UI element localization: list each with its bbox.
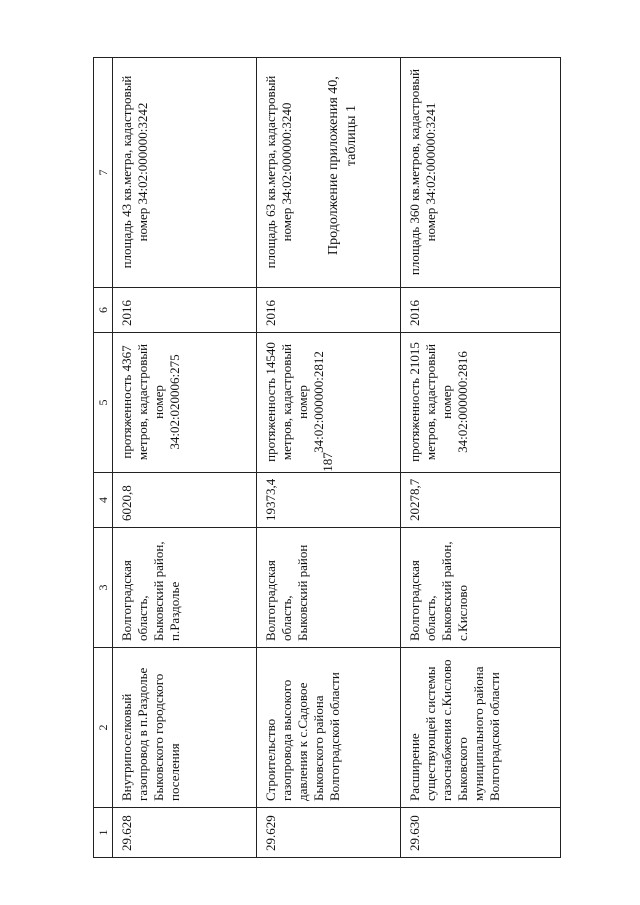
value-cell: 19373,4 [257, 473, 401, 528]
column-header: 4 [94, 473, 113, 528]
page-number: 187 [320, 452, 335, 472]
land-plot-cell: площадь 360 кв.метров, кадастровый номер 34:02:000000:3241 [401, 58, 561, 288]
object-name-cell: Расширение существующей системы газоснабжения с.Кислово Быковского муниципального района Волгоградской области [401, 648, 561, 808]
table-row [113, 58, 257, 858]
continuation-line-1: Продолжение приложения 40, [326, 76, 341, 255]
object-name-cell: Строительство газопровода высокого давления к с.Садовое Быковского района Волгоградской области [257, 648, 401, 808]
column-header: 5 [94, 333, 113, 473]
year-cell: 2016 [401, 288, 561, 333]
year-cell: 2016 [113, 288, 257, 333]
column-header: 3 [94, 528, 113, 648]
land-plot-cell: площадь 43 кв.метра, кадастровый номер 34:02:000000:3242 [113, 58, 257, 288]
row-number-cell: 29.629 [257, 808, 401, 858]
land-plot-cell: площадь 63 кв.метра, кадастровый номер 34:02:000000:3240 [257, 58, 401, 288]
location-cell: Волгоградская область, Быковский район, п.Раздолье [113, 528, 257, 648]
row-number-cell: 29.630 [401, 808, 561, 858]
parameters-cell: протяженность 21015 метров, кадастровый номер 34:02:000000:2816 [401, 333, 561, 473]
column-header: 2 [94, 648, 113, 808]
column-header: 1 [94, 808, 113, 858]
table-row [401, 58, 561, 858]
gas-pipeline-table [93, 57, 561, 858]
object-name-cell: Внутрипоселковый газопровод в п.Раздолье Быковского городского поселения [113, 648, 257, 808]
location-cell: Волгоградская область, Быковский район, с.Кислово [401, 528, 561, 648]
header-row [94, 58, 113, 858]
parameters-cell: протяженность 14540 метров, кадастровый номер 34:02:000000:2812 [257, 333, 401, 473]
year-cell: 2016 [257, 288, 401, 333]
row-number-cell: 29.628 [113, 808, 257, 858]
rotated-table-frame [93, 58, 543, 858]
table-container [93, 58, 543, 858]
parameters-cell: протяженность 4367 метров, кадастровый номер 34:02:020006:275 [113, 333, 257, 473]
location-cell: Волгоградская область, Быковский район [257, 528, 401, 648]
continuation-line-2: таблицы 1 [344, 105, 359, 167]
column-header: 7 [94, 58, 113, 288]
value-cell: 20278,7 [401, 473, 561, 528]
value-cell: 6020,8 [113, 473, 257, 528]
column-header: 6 [94, 288, 113, 333]
table-row [257, 58, 401, 858]
